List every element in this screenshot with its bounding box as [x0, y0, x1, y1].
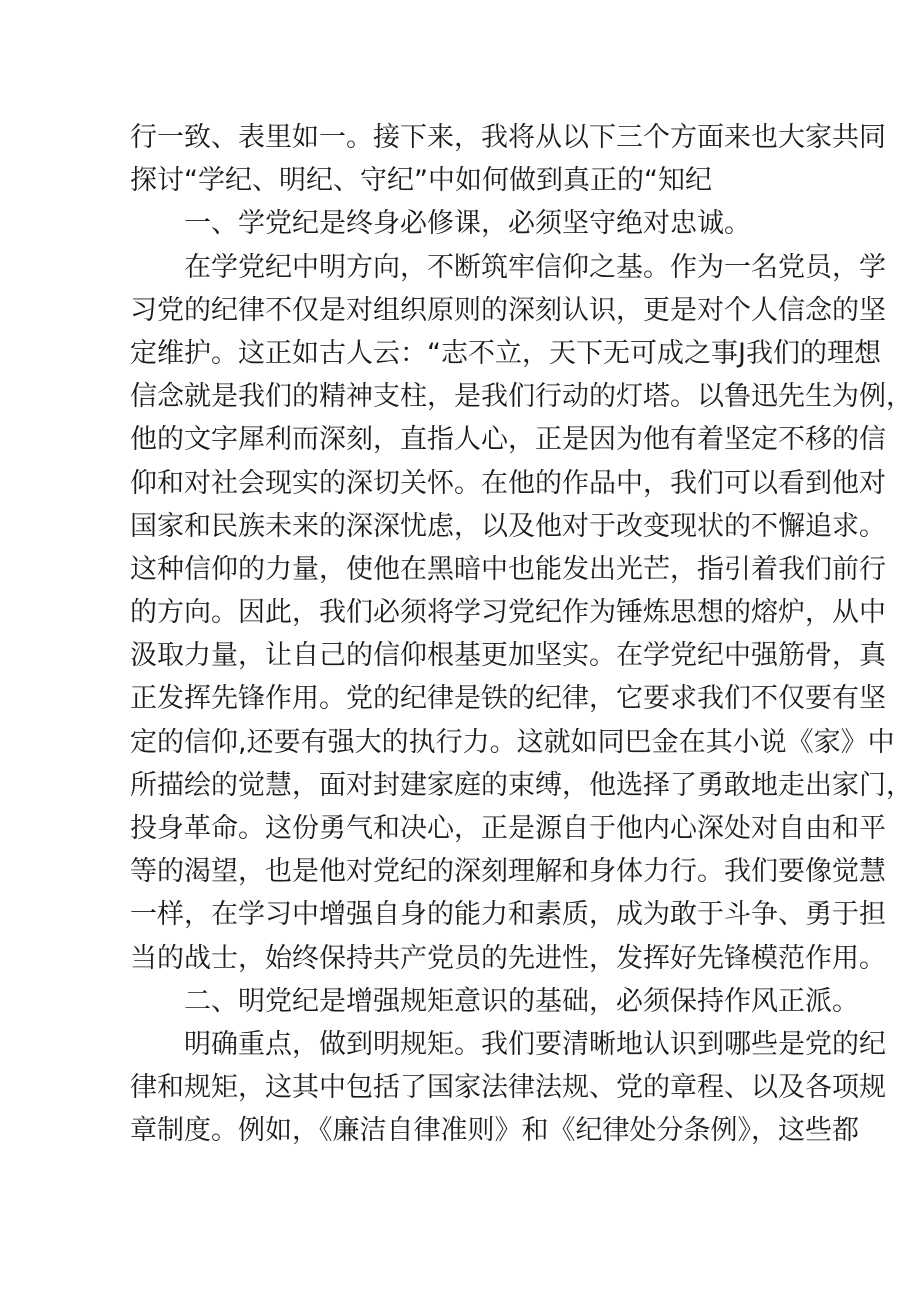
text-line: 行一致、表里如一。接下来，我将从以下三个方面来也大家共同 [130, 122, 886, 153]
text-line: 当的战士，始终保持共产党员的先进性，发挥好先锋模范作用。 [130, 942, 886, 974]
text-line: 二、明党纪是增强规矩意识的基础，必须保持作风正派。 [184, 985, 859, 1017]
text-line: 一样，在学习中增强自身的能力和素质，成为敢于斗争、勇于担 [130, 899, 886, 931]
text-line: 明确重点，做到明规矩。我们要清晰地认识到哪些是党的纪 [184, 1028, 886, 1060]
text-line: 仰和对社会现实的深切关怀。在他的作品中，我们可以看到他对 [130, 467, 886, 499]
text-line: 章制度。例如，《廉洁自律准则》和《纪律处分条例》，这些都 [130, 1115, 859, 1147]
text-line: 在学党纪中明方向，不断筑牢信仰之基。作为一名党员，学 [184, 251, 886, 283]
text-line: 所描绘的觉慧，面对封建家庭的束缚，他选择了勇敢地走出家门， [130, 769, 913, 801]
text-line: 信念就是我们的精神支柱，是我们行动的灯塔。以鲁迅先生为例， [130, 381, 913, 413]
text-line: 习党的纪律不仅是对组织原则的深刻认识，更是对个人信念的坚 [130, 294, 886, 326]
text-line: 这种信仰的力量，使他在黑暗中也能发出光芒，指引着我们前行 [130, 553, 886, 585]
text-line: 探讨“学纪、明纪、守纪”中如何做到真正的“知纪 [130, 165, 712, 197]
text-line: 汲取力量，让自己的信仰根基更加坚实。在学党纪中强筋骨，真 [130, 640, 886, 672]
text-line: 定的信仰,还要有强大的执行力。这就如同巴金在其小说《家》中 [130, 726, 895, 758]
text-line: 等的渴望，也是他对党纪的深刻理解和身体力行。我们要像觉慧 [130, 856, 886, 888]
text-line: 一、学党纪是终身必修课，必须坚守绝对忠诚。 [184, 208, 751, 240]
text-line: 国家和民族未来的深深忧虑，以及他对于改变现状的不懈追求。 [130, 510, 886, 542]
text-line: 正发挥先锋作用。党的纪律是铁的纪律，它要求我们不仅要有坚 [130, 683, 886, 715]
text-line: 的方向。因此，我们必须将学习党纪作为锤炼思想的熔炉，从中 [130, 597, 886, 629]
text-line: 律和规矩，这其中包括了国家法律法规、党的章程、以及各项规 [130, 1072, 886, 1104]
text-line: 他的文字犀利而深刻，直指人心，正是因为他有着坚定不移的信 [130, 424, 886, 456]
text-line: 定维护。这正如古人云：“志不立，天下无可成之事J我们的理想 [130, 337, 881, 369]
text-line: 投身革命。这份勇气和决心，正是源自于他内心深处对自由和平 [130, 813, 886, 844]
document-body [130, 116, 913, 1153]
